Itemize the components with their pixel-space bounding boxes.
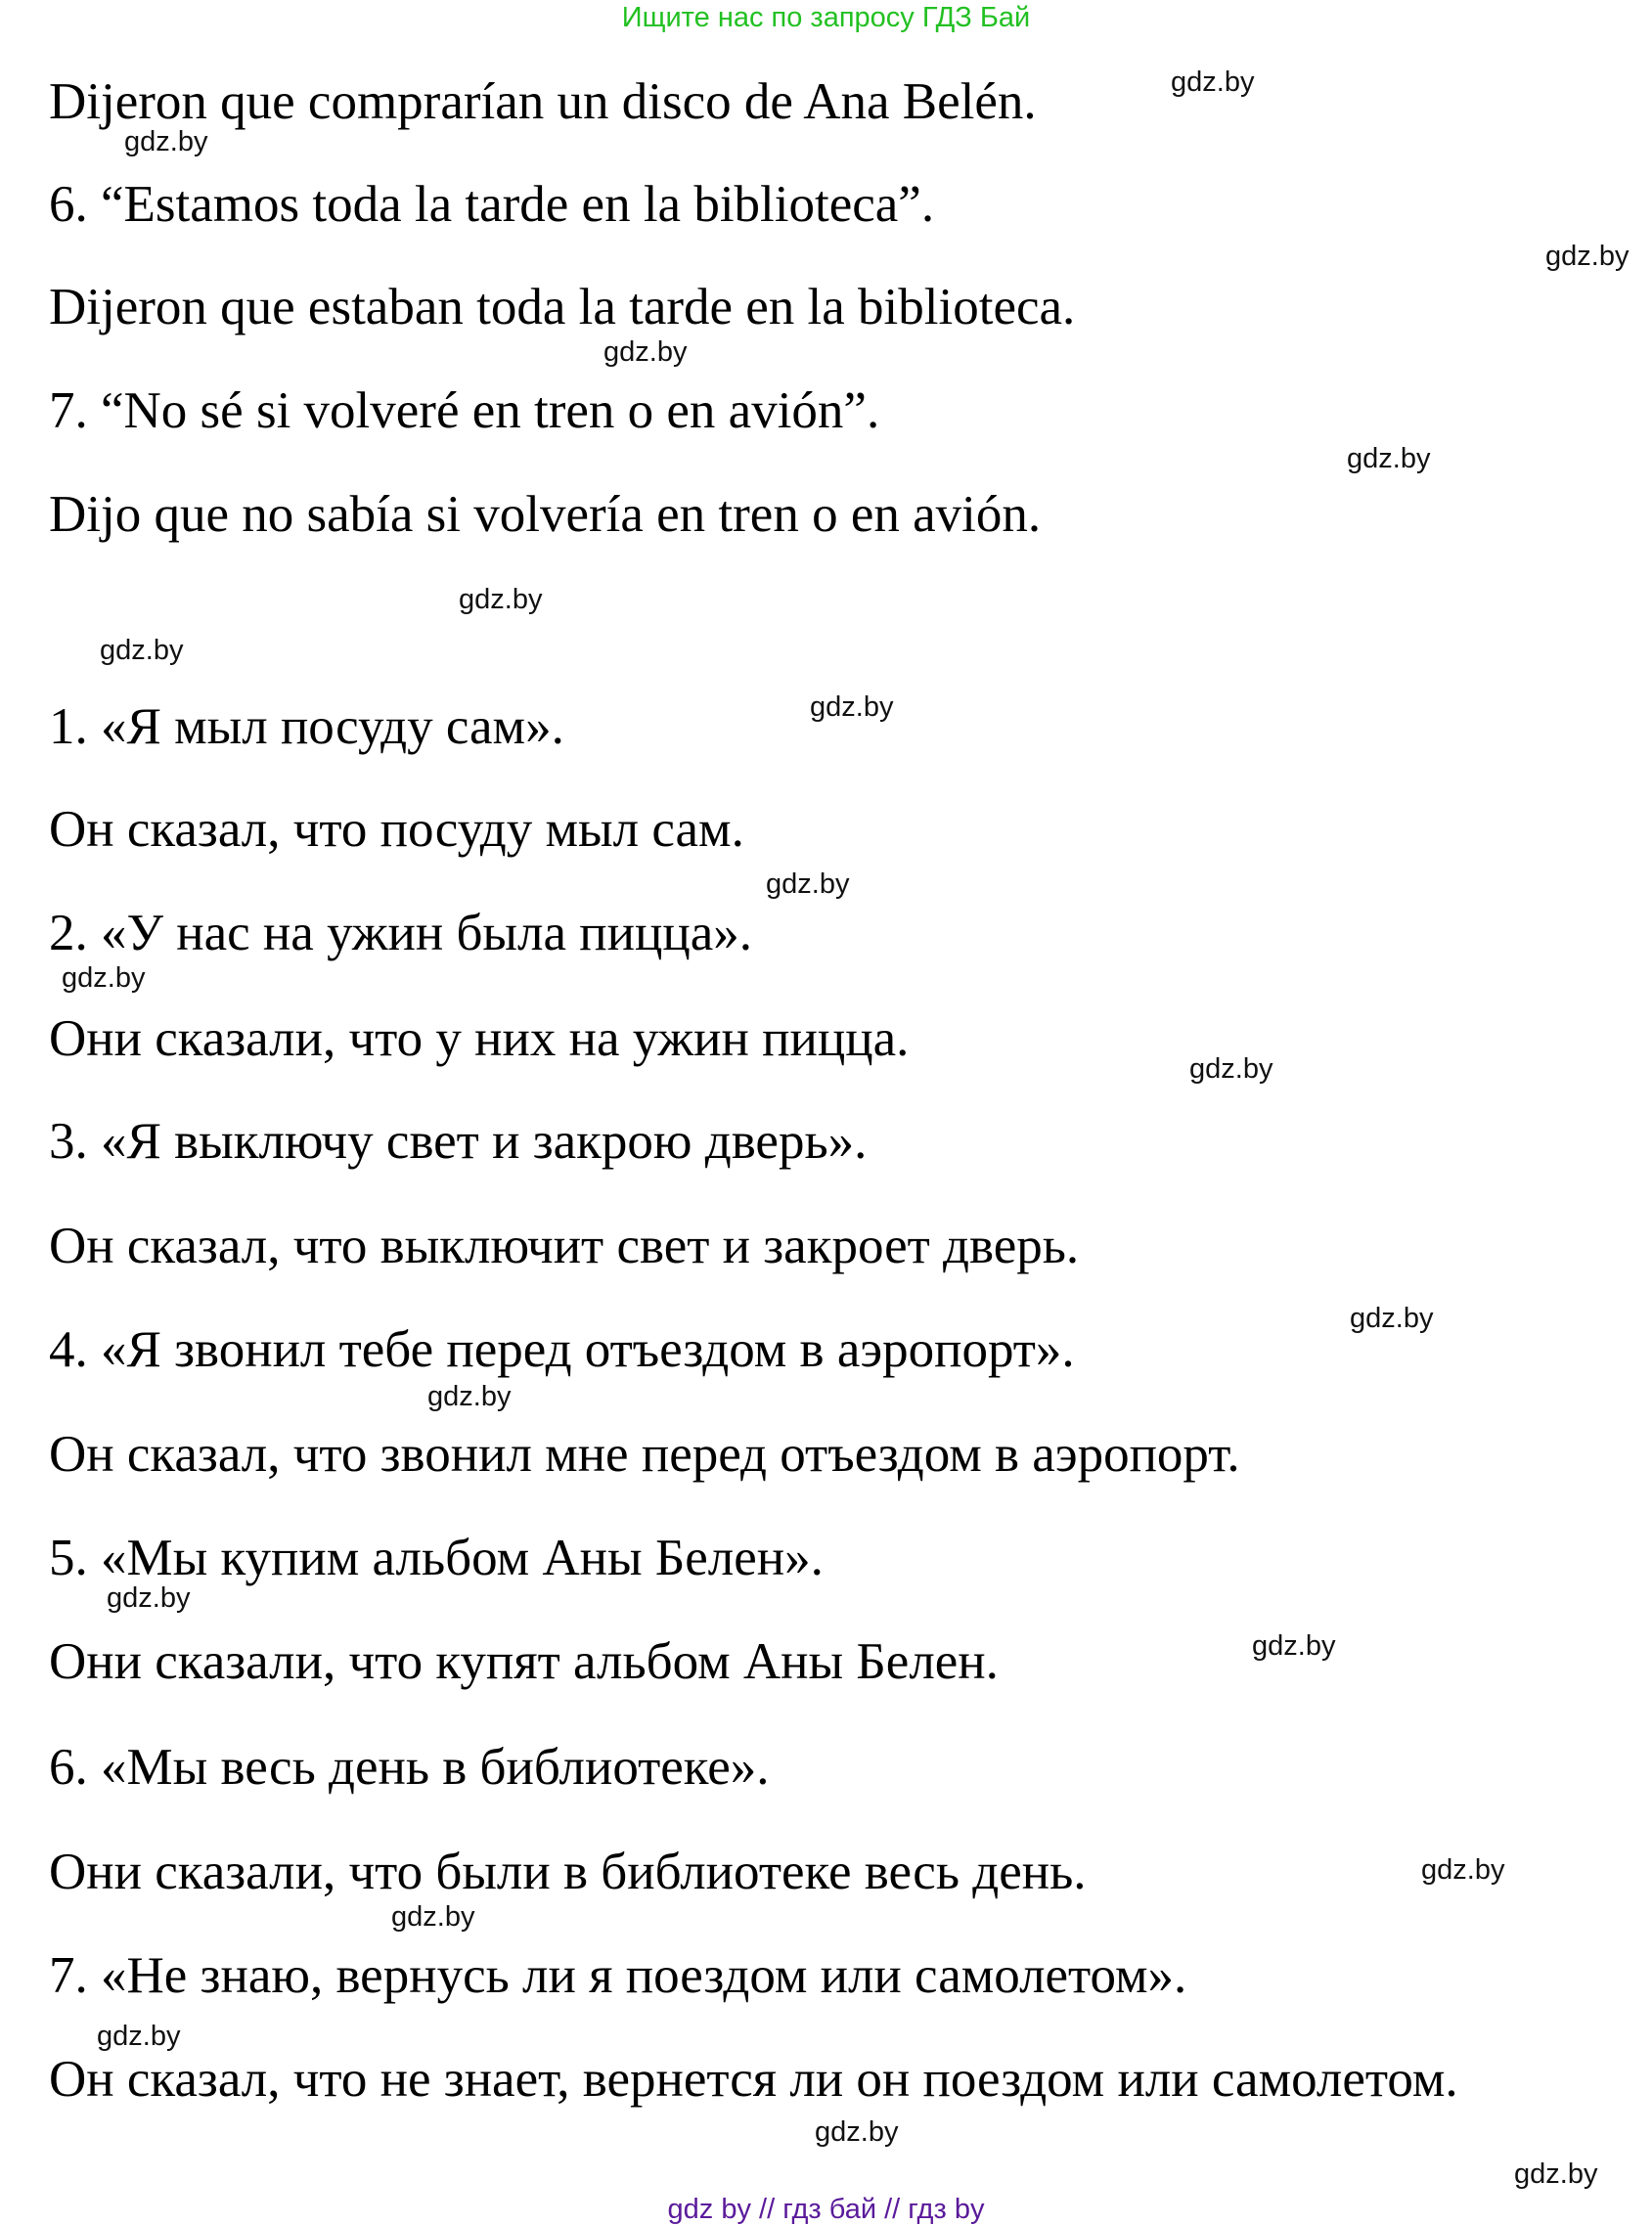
footer-watermark: gdz by // гдз бай // гдз by bbox=[667, 2194, 985, 2225]
watermark-label: gdz.by bbox=[1347, 443, 1431, 474]
watermark-label: gdz.by bbox=[124, 126, 208, 157]
watermark-label: gdz.by bbox=[1421, 1854, 1505, 1886]
watermark-label: gdz.by bbox=[62, 962, 146, 994]
watermark-label: gdz.by bbox=[766, 868, 850, 900]
text-line: Dijeron que estaban toda la tarde en la biblioteca. bbox=[49, 279, 1076, 335]
watermark-label: gdz.by bbox=[1545, 241, 1630, 272]
text-line: 1. «Я мыл посуду сам». bbox=[49, 698, 564, 755]
text-line: Он сказал, что звонил мне перед отъездом в аэропорт. bbox=[49, 1426, 1240, 1483]
text-line: 6. “Estamos toda la tarde en la biblioteca”. bbox=[49, 176, 935, 233]
watermark-label: gdz.by bbox=[1252, 1630, 1336, 1662]
watermark-label: gdz.by bbox=[1514, 2158, 1598, 2190]
text-line: 2. «У нас на ужин была пицца». bbox=[49, 905, 752, 961]
watermark-label: gdz.by bbox=[107, 1582, 191, 1614]
text-line: Он сказал, что выключит свет и закроет дверь. bbox=[49, 1218, 1080, 1274]
text-line: 3. «Я выключу свет и закрою дверь». bbox=[49, 1113, 868, 1170]
text-line: Они сказали, что были в библиотеке весь день. bbox=[49, 1844, 1087, 1900]
text-line: 5. «Мы купим альбом Аны Белен». bbox=[49, 1530, 824, 1586]
search-hint-header: Ищите нас по запросу ГДЗ Бай bbox=[621, 2, 1031, 33]
text-line: 4. «Я звонил тебе перед отъездом в аэропорт». bbox=[49, 1321, 1075, 1378]
text-line: Он сказал, что посуду мыл сам. bbox=[49, 801, 744, 858]
text-line: Он сказал, что не знает, вернется ли он поездом или самолетом. bbox=[49, 2051, 1458, 2108]
text-line: Они сказали, что купят альбом Аны Белен. bbox=[49, 1633, 999, 1690]
text-line: 7. «Не знаю, вернусь ли я поездом или самолетом». bbox=[49, 1947, 1187, 2004]
watermark-label: gdz.by bbox=[1189, 1053, 1273, 1085]
text-line: 6. «Мы весь день в библиотеке». bbox=[49, 1739, 770, 1796]
watermark-label: gdz.by bbox=[815, 2116, 899, 2148]
watermark-label: gdz.by bbox=[1350, 1303, 1434, 1334]
text-line: Dijo que no sabía si volvería en tren o en avión. bbox=[49, 486, 1042, 543]
watermark-label: gdz.by bbox=[97, 2021, 181, 2052]
text-line: 7. “No sé si volveré en tren o en avión”. bbox=[49, 382, 880, 439]
watermark-label: gdz.by bbox=[459, 584, 543, 615]
watermark-label: gdz.by bbox=[427, 1381, 512, 1412]
watermark-label: gdz.by bbox=[100, 635, 184, 666]
text-line: Dijeron que comprarían un disco de Ana Belén. bbox=[49, 73, 1037, 130]
text-line: Они сказали, что у них на ужин пицца. bbox=[49, 1010, 910, 1067]
watermark-label: gdz.by bbox=[391, 1901, 475, 1933]
watermark-label: gdz.by bbox=[810, 691, 894, 723]
watermark-label: gdz.by bbox=[1171, 67, 1255, 98]
watermark-label: gdz.by bbox=[603, 336, 688, 368]
